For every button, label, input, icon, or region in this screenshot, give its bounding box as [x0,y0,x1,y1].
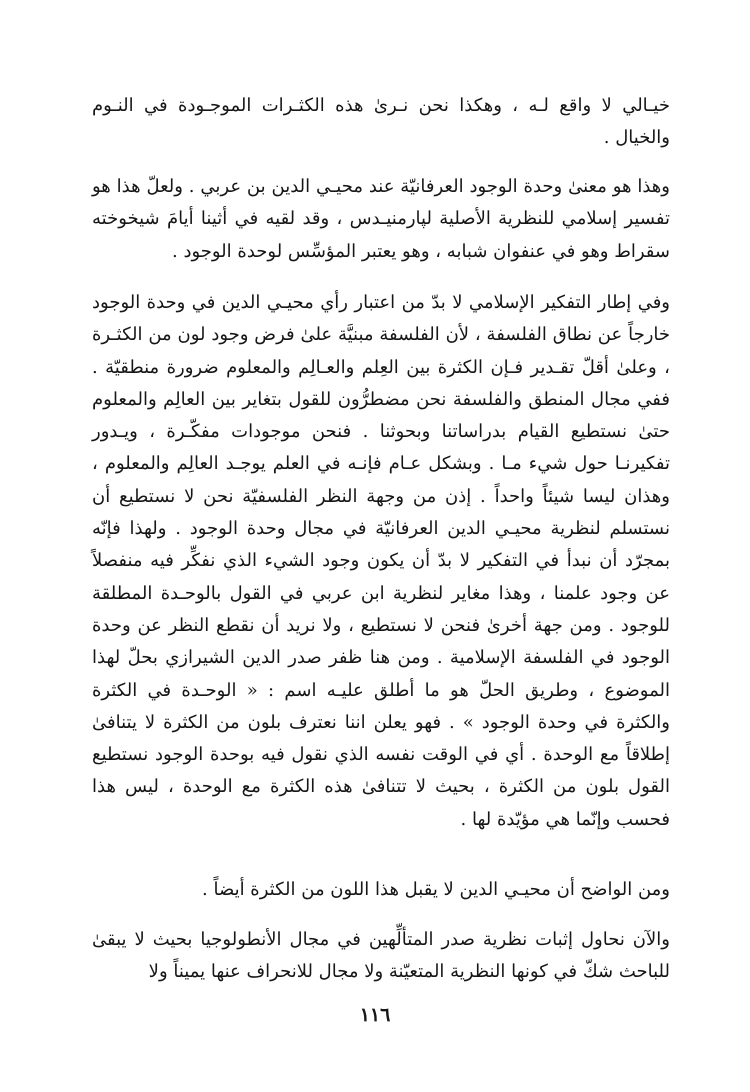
paragraph-text: خيـالي لا واقع لـه ، وهكذا نحن نـرىٰ هذه الكثـرات الموجـودة في النـوم والخيال . [92,95,670,149]
paragraph-text: والآن نحاول إثبات نظرية صدر المتألِّهين في مجال الأنطولوجيا بحيث لا يبقىٰ للباحث شكّ في كونها النظرية المتعيّنة ولا مجال للانحراف عنها يميناً ولا [92,929,670,983]
paragraph-muhyiddin [92,874,670,906]
paragraph-text: ومن الواضح أن محيـي الدين لا يقبل هذا اللون من الكثرة أيضاً . [202,879,670,900]
paragraph-dreams [92,90,670,155]
page-number: ١١٦ [359,1004,391,1026]
paragraph-ontology [92,924,670,989]
paragraph-text: وفي إطار التفكير الإسلامي لا بدّ من اعتبار رأي محيـي الدين في وحدة الوجود خارجاً عن نطاق الفلسفة ، لأن الفلسفة مبنيَّة علىٰ فرض وجود لون من الكثـرة ، وعلىٰ أقلّ تقـدير فـإن الكثرة بين العِلم والعـالِم والمعلوم ضرورة منطقيّة . ففي مجال المنطق والفلسفة نحن مضطرُّون للقول بتغاير بين العالِم والمعلوم حتىٰ نستطيع القيام بدراساتنا وبحوثنا . فنحن موجودات مفكّـرة ، ويـدور تفكيرنـا حول شيء مـا . وبشكل عـام فإنـه في العلم يوجـد العالِم والمعلوم ، وهذان ليسا شيئاً واحداً . إذن من وجهة النظر الفلسفيّة نحن لا نستطيع أن نستسلم لنظرية محيـي الدين العرفانيّة في مجال وحدة الوجود . ولهذا فإنّه بمجرّد أن نبدأ في التفكير لا بدّ أن يكون وجود الشيء الذي نفكِّر فيه منفصلاً عن وجود علمنا ، وهذا مغاير لنظرية ابن عربي في القول بالوحـدة المطلقة للوجود . ومن جهة أخرىٰ فنحن لا نستطيع ، ولا نريد أن نقطع النظر عن وحدة الوجود في الفلسفة الإسلامية . ومن هنا ظفر صدر الدين الشيرازي بحلّ لهذا الموضوع ، وطريق الحلّ هو ما أطلق عليـه اسم : « الوحـدة في الكثرة والكثرة في وحدة الوجود » . فهو يعلن اننا نعترف بلون من الكثرة لا يتنافىٰ إطلاقاً مع الوحدة . أي في الوقت نفسه الذي نقول فيه بوحدة الوجود نستطيع القول بلون من الكثرة ، بحيث لا تتنافىٰ هذه الكثرة مع الوحدة ، ليس هذا فحسب وإنّما هي مؤيّدة لها . [92,292,670,830]
paragraph-text: وهذا هو معنىٰ وحدة الوجود العرفانيّة عند محيـي الدين بن عربي . ولعلّ هذا هو تفسير إسلامي للنظرية الأصلية لپارمنيـدس ، وقد لقيه في أثينا أيامَ شيخوخته سقراط وهو في عنفوان شبابه ، وهو يعتبر المؤسِّس لوحدة الوجود . [92,176,670,262]
paragraph-unity-of-existence [92,171,670,268]
paragraph-islamic-thought [92,287,670,836]
